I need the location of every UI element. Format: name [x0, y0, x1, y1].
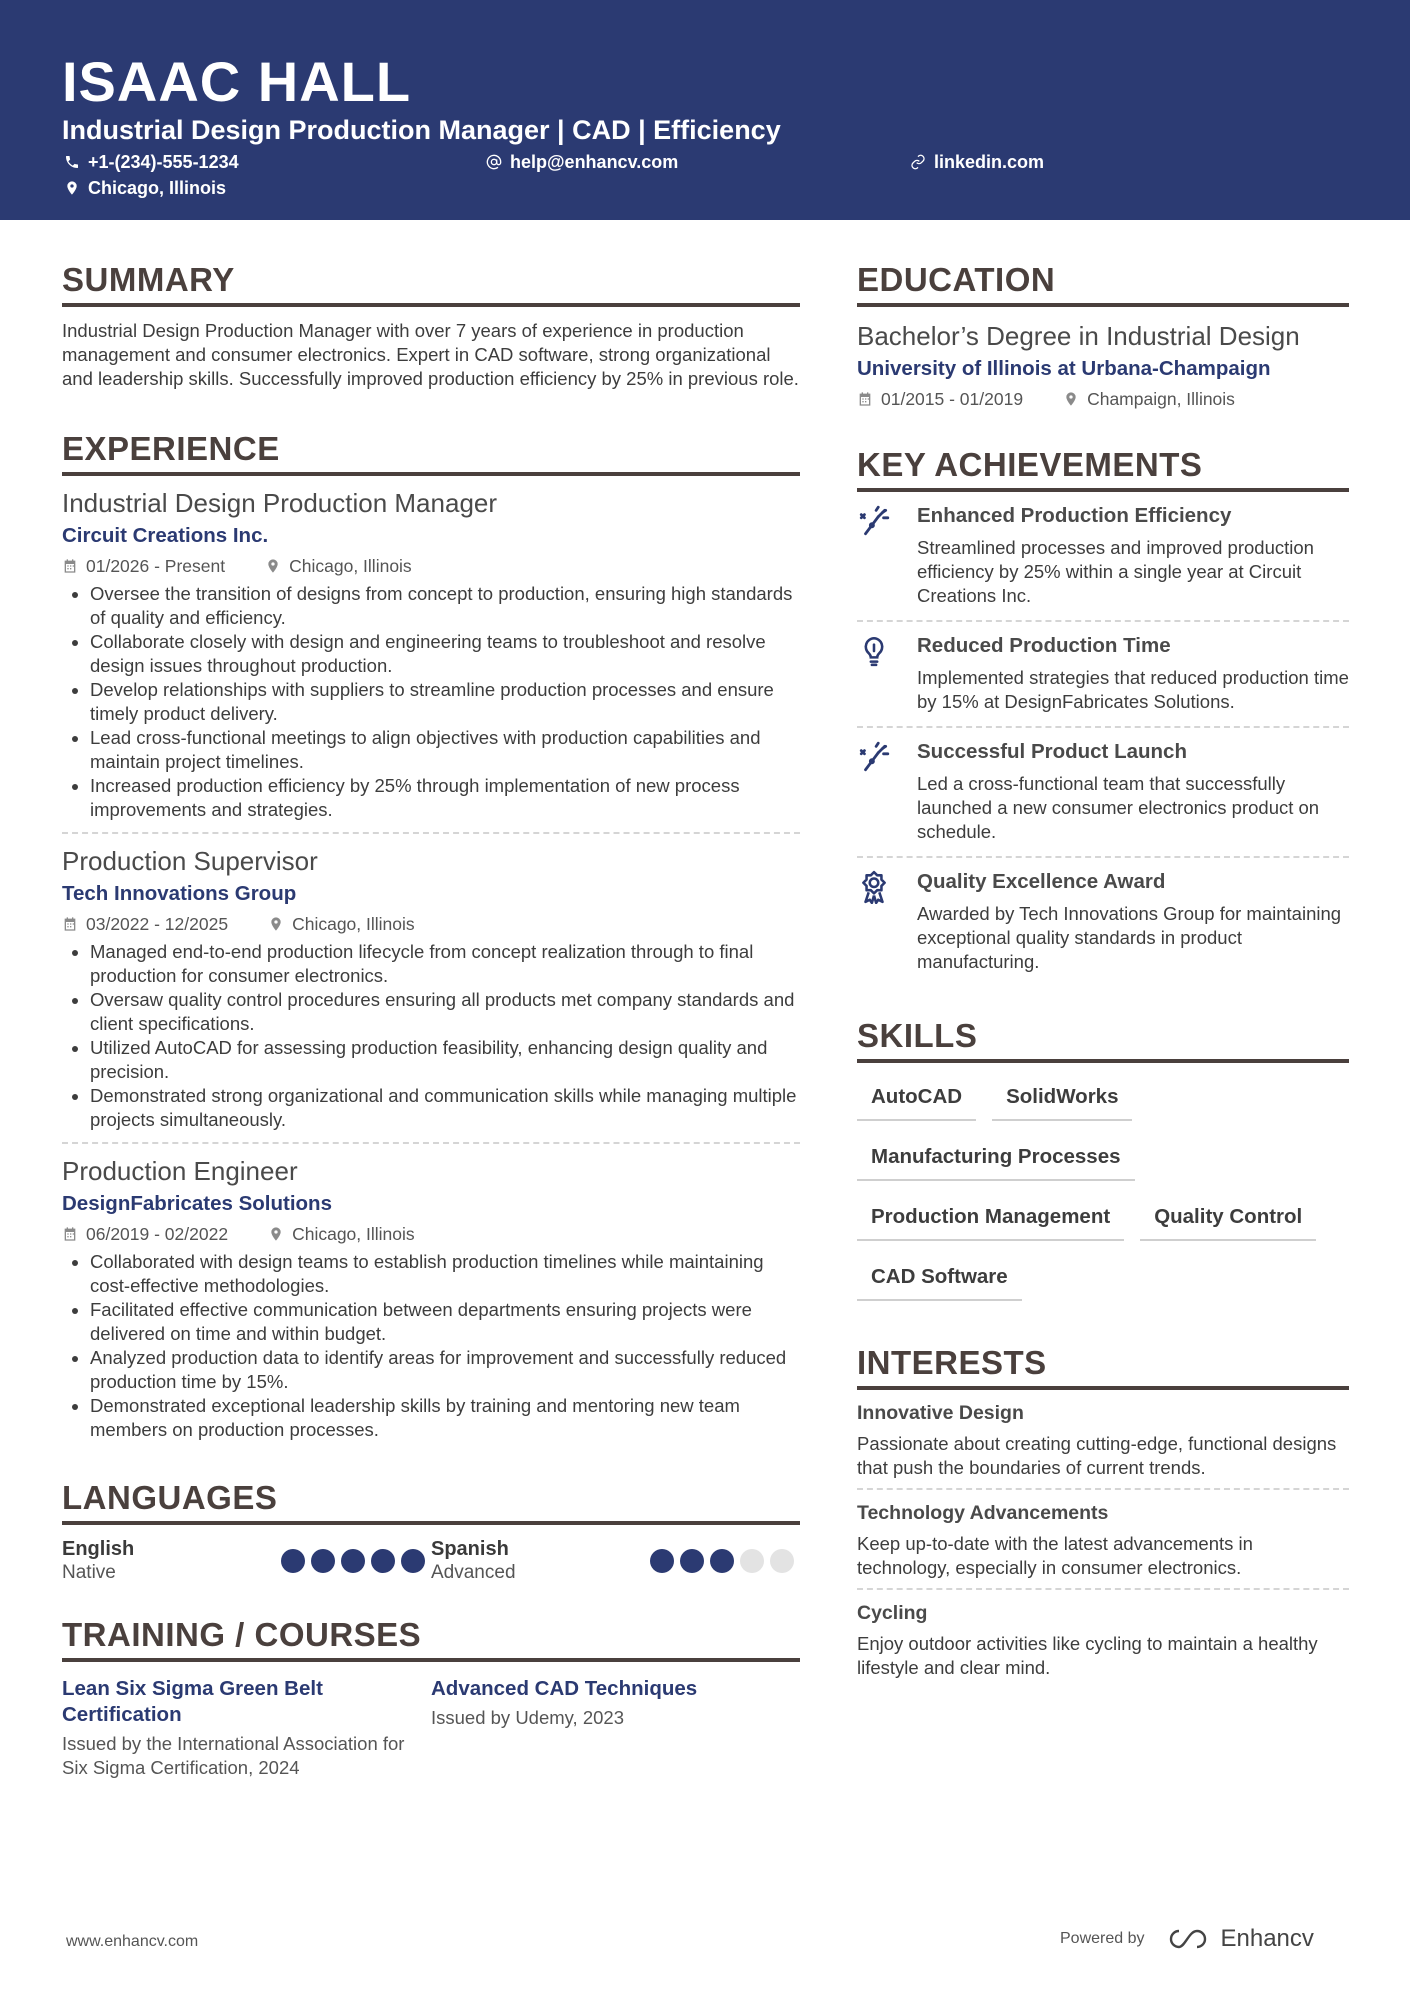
interest-item — [857, 1390, 1349, 1490]
contact-location — [64, 176, 226, 200]
language-rating — [650, 1549, 794, 1573]
job-bullet: • Oversaw quality control procedures ensuring all products met company standards and client specifications. — [90, 988, 800, 1036]
skills-list — [857, 1073, 1349, 1313]
job-dates: 03/2022 - 12/2025 — [86, 914, 229, 934]
skill-tag: Manufacturing Processes — [857, 1133, 1135, 1181]
achievement-title: Quality Excellence Award — [917, 870, 1166, 893]
interest-item — [857, 1490, 1349, 1590]
location-pin-icon — [265, 558, 281, 574]
link-icon — [910, 154, 926, 170]
interests-list — [857, 1390, 1349, 1688]
location-pin-icon — [1063, 391, 1079, 407]
left-column — [62, 260, 800, 1780]
languages-section — [62, 1478, 800, 1585]
achievement-item — [857, 728, 1349, 858]
job-dates: 06/2019 - 02/2022 — [86, 1224, 229, 1244]
achievements-section — [857, 445, 1349, 986]
achievement-desc: Implemented strategies that reduced production time by 15% at DesignFabricates Solutions. — [917, 667, 1349, 712]
education-meta — [857, 387, 1349, 411]
skills-section — [857, 1016, 1349, 1313]
courses-list — [62, 1676, 800, 1780]
interest-title: Technology Advancements — [857, 1502, 1109, 1524]
job-bullet: • Increased production efficiency by 25% through implementation of new process improvements and strategies. — [90, 774, 800, 822]
interest-desc: Keep up-to-date with the latest advancements in technology, especially in consumer electronics. — [857, 1533, 1253, 1578]
job-bullets — [62, 582, 800, 822]
job-bullet: • Collaborate closely with design and engineering teams to troubleshoot and resolve design issues throughout production. — [90, 630, 800, 678]
skill-tag: AutoCAD — [857, 1073, 976, 1121]
proficiency-dot — [371, 1549, 395, 1573]
summary-section — [62, 260, 800, 391]
achievement-item — [857, 858, 1349, 986]
language-item — [431, 1537, 800, 1585]
proficiency-dot — [311, 1549, 335, 1573]
achievement-title: Reduced Production Time — [917, 634, 1171, 657]
achievement-item — [857, 492, 1349, 622]
summary-text: Industrial Design Production Manager with over 7 years of experience in production management and consumer electronics. Expert in CAD software, strong organizational and leadership skills. Successfully improved production efficiency by 25% in previous role. — [62, 320, 799, 389]
skill-tag: Production Management — [857, 1193, 1124, 1241]
at-icon — [486, 154, 502, 170]
candidate-title: Industrial Design Production Manager | CAD | Efficiency — [62, 115, 781, 145]
job-entry — [62, 1154, 800, 1442]
phone-icon — [64, 154, 80, 170]
school-name: University of Illinois at Urbana-Champaign — [857, 357, 1271, 380]
achievement-item — [857, 622, 1349, 728]
job-bullet: • Facilitated effective communication between departments ensuring projects were delivered on time and within budget. — [90, 1298, 800, 1346]
contact-email[interactable] — [486, 150, 678, 174]
job-bullet: • Utilized AutoCAD for assessing production feasibility, enhancing design quality and precision. — [90, 1036, 800, 1084]
training-heading: TRAINING / COURSES — [62, 1615, 800, 1662]
job-entry — [62, 486, 800, 822]
job-bullet: • Demonstrated strong organizational and communication skills while managing multiple projects simultaneously. — [90, 1084, 800, 1132]
course-item — [62, 1676, 431, 1780]
proficiency-dot — [650, 1549, 674, 1573]
interests-section — [857, 1343, 1349, 1688]
education-location: Champaign, Illinois — [1087, 389, 1235, 409]
job-bullet: • Analyzed production data to identify areas for improvement and successfully reduced production time by 15%. — [90, 1346, 800, 1394]
achievements-list — [857, 492, 1349, 986]
job-location: Chicago, Illinois — [292, 914, 415, 934]
training-section — [62, 1615, 800, 1780]
calendar-icon — [857, 391, 873, 407]
degree-title: Bachelor’s Degree in Industrial Design — [857, 321, 1300, 351]
job-meta — [62, 912, 800, 936]
job-dates: 01/2026 - Present — [86, 556, 226, 576]
wand-icon — [857, 740, 901, 844]
job-company: Circuit Creations Inc. — [62, 524, 269, 547]
education-section — [857, 260, 1349, 411]
job-role: Production Engineer — [62, 1156, 298, 1186]
right-column — [857, 260, 1349, 1688]
interest-title: Cycling — [857, 1602, 928, 1624]
job-divider — [62, 832, 800, 834]
job-meta — [62, 1222, 800, 1246]
location-pin-icon — [268, 1226, 284, 1242]
language-name: Spanish — [431, 1538, 509, 1560]
job-bullet: • Oversee the transition of designs from concept to production, ensuring high standards of quality and efficiency. — [90, 582, 800, 630]
education-dates: 01/2015 - 01/2019 — [881, 389, 1024, 409]
job-role: Production Supervisor — [62, 846, 318, 876]
job-bullet: • Collaborated with design teams to establish production timelines while maintaining cost-effective methodologies. — [90, 1250, 800, 1298]
brand-logo[interactable] — [1167, 1925, 1314, 1953]
education-heading: EDUCATION — [857, 260, 1349, 307]
course-desc: Issued by Udemy, 2023 — [431, 1707, 624, 1728]
proficiency-dot — [281, 1549, 305, 1573]
interests-heading: INTERESTS — [857, 1343, 1349, 1390]
job-entry — [62, 844, 800, 1132]
interest-desc: Passionate about creating cutting-edge, functional designs that push the boundaries of current trends. — [857, 1433, 1337, 1478]
language-item — [62, 1537, 431, 1585]
course-title: Advanced CAD Techniques — [431, 1677, 698, 1700]
language-level: Advanced — [431, 1562, 516, 1583]
skills-heading: SKILLS — [857, 1016, 1349, 1063]
job-company: DesignFabricates Solutions — [62, 1192, 332, 1215]
proficiency-dot — [401, 1549, 425, 1573]
language-level: Native — [62, 1562, 116, 1583]
job-bullet: • Lead cross-functional meetings to align objectives with production capabilities and maintain project timelines. — [90, 726, 800, 774]
enhancv-logo-icon — [1167, 1927, 1213, 1951]
footer-website[interactable]: www.enhancv.com — [66, 1933, 199, 1950]
achievement-desc: Led a cross-functional team that successfully launched a new consumer electronics product on schedule. — [917, 773, 1320, 842]
course-title: Lean Six Sigma Green Belt Certification — [62, 1677, 323, 1726]
job-location: Chicago, Illinois — [292, 1224, 415, 1244]
brand-name: Enhancv — [1220, 1925, 1314, 1952]
experience-list — [62, 486, 800, 1442]
job-location: Chicago, Illinois — [289, 556, 412, 576]
contact-linkedin[interactable] — [910, 150, 1044, 174]
job-divider — [62, 1142, 800, 1144]
lightbulb-icon — [857, 634, 901, 714]
job-meta — [62, 554, 800, 578]
summary-heading: SUMMARY — [62, 260, 800, 307]
proficiency-dot — [680, 1549, 704, 1573]
course-desc: Issued by the International Association for Six Sigma Certification, 2024 — [62, 1733, 405, 1778]
languages-heading: LANGUAGES — [62, 1478, 800, 1525]
skill-tag: CAD Software — [857, 1253, 1022, 1301]
job-bullets — [62, 940, 800, 1132]
footer-branding — [1060, 1925, 1314, 1953]
job-bullet: • Managed end-to-end production lifecycle from concept realization through to final production for consumer electronics. — [90, 940, 800, 988]
proficiency-dot — [710, 1549, 734, 1573]
location-pin-icon — [64, 180, 80, 196]
location-pin-icon — [268, 916, 284, 932]
calendar-icon — [62, 916, 78, 932]
skill-tag: Quality Control — [1140, 1193, 1316, 1241]
experience-section — [62, 429, 800, 1442]
language-name: English — [62, 1538, 135, 1560]
phone-text: +1-(234)-555-1234 — [88, 152, 239, 172]
powered-by-text: Powered by — [1060, 1930, 1145, 1947]
job-bullet: • Demonstrated exceptional leadership skills by training and mentoring new team members on production processes. — [90, 1394, 800, 1442]
candidate-name: ISAAC HALL — [62, 50, 412, 113]
achievement-desc: Awarded by Tech Innovations Group for maintaining exceptional quality standards in product manufacturing. — [917, 903, 1342, 972]
experience-heading: EXPERIENCE — [62, 429, 800, 476]
resume-header — [0, 0, 1410, 220]
proficiency-dot — [341, 1549, 365, 1573]
interest-desc: Enjoy outdoor activities like cycling to maintain a healthy lifestyle and clear mind. — [857, 1633, 1318, 1678]
achievement-title: Successful Product Launch — [917, 740, 1187, 763]
proficiency-dot — [770, 1549, 794, 1573]
job-bullets — [62, 1250, 800, 1442]
achievement-desc: Streamlined processes and improved production efficiency by 25% within a single year at Circuit Creations Inc. — [917, 537, 1314, 606]
languages-list — [62, 1537, 800, 1585]
language-rating — [281, 1549, 425, 1573]
calendar-icon — [62, 558, 78, 574]
job-role: Industrial Design Production Manager — [62, 488, 498, 518]
proficiency-dot — [740, 1549, 764, 1573]
course-item — [431, 1676, 800, 1780]
linkedin-text: linkedin.com — [934, 152, 1045, 172]
interest-item — [857, 1590, 1349, 1688]
location-text: Chicago, Illinois — [88, 178, 227, 198]
job-company: Tech Innovations Group — [62, 882, 297, 905]
award-icon — [857, 870, 901, 974]
email-text: help@enhancv.com — [510, 152, 679, 172]
achievements-heading: KEY ACHIEVEMENTS — [857, 445, 1349, 492]
contact-phone[interactable] — [64, 150, 239, 174]
job-bullet: • Develop relationships with suppliers to streamline production processes and ensure timely product delivery. — [90, 678, 800, 726]
wand-icon — [857, 504, 901, 608]
achievement-title: Enhanced Production Efficiency — [917, 504, 1232, 527]
interest-title: Innovative Design — [857, 1402, 1024, 1424]
skill-tag: SolidWorks — [992, 1073, 1132, 1121]
calendar-icon — [62, 1226, 78, 1242]
